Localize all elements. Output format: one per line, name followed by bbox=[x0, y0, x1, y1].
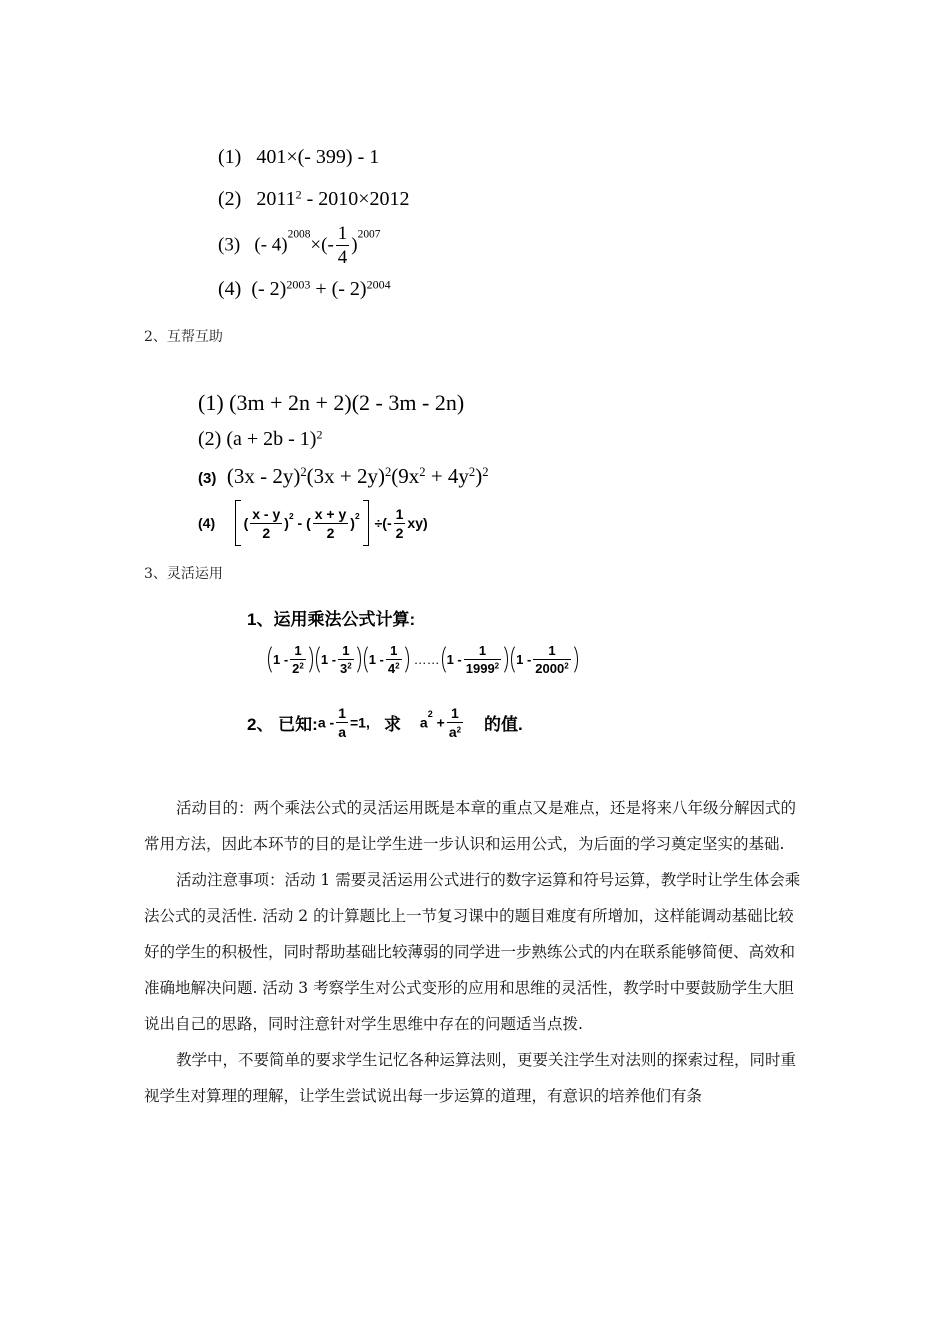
task-2-ask: 求 bbox=[384, 715, 402, 734]
problem-expression: (3m + 2n + 2)(2 - 3m - 2n) bbox=[229, 390, 465, 415]
fraction-one-over-a-squared bbox=[447, 706, 463, 739]
exponent: 2 bbox=[494, 661, 500, 671]
fraction-denominator: 2 bbox=[262, 524, 271, 541]
exponent: 2 bbox=[482, 465, 489, 480]
fraction-x-minus-y bbox=[250, 507, 282, 540]
denominator-base: 1999 bbox=[465, 661, 495, 676]
factor-3-mid: + 4y bbox=[425, 464, 469, 488]
body-text bbox=[144, 790, 808, 1114]
ellipsis: …… bbox=[413, 652, 440, 667]
exponent: 2 bbox=[300, 465, 307, 480]
right-bracket bbox=[363, 500, 369, 546]
fraction-numerator: 1 bbox=[447, 706, 463, 723]
fraction-one-half bbox=[394, 507, 406, 540]
problem-tail: xy) bbox=[407, 515, 428, 531]
minus-sign: - bbox=[293, 515, 307, 531]
exponent: 2 bbox=[384, 465, 392, 480]
variable-a: a bbox=[419, 714, 428, 731]
factor-one-minus: 1 - bbox=[320, 652, 337, 667]
denominator-base: 2 bbox=[292, 661, 300, 676]
factor-one-minus: 1 - bbox=[446, 652, 462, 667]
problem-label: (1) bbox=[198, 390, 224, 415]
fraction-numerator: 1 bbox=[395, 505, 404, 522]
product-factor bbox=[442, 643, 509, 676]
exponent: 2003 bbox=[286, 277, 311, 292]
fraction-numerator: 1 bbox=[338, 705, 346, 721]
task-1-title: 1、运用乘法公式计算: bbox=[247, 610, 416, 629]
fraction bbox=[464, 644, 501, 675]
problem-2-4: (4) ( $\frac{x - y}{2}$ )$^2$ - ( $\frac{x + y}{2}$ )$^2$ ÷(- $\frac{1}{2}$ xy) bbox=[198, 500, 428, 546]
close-paren: ) bbox=[351, 234, 358, 256]
fraction-denominator bbox=[338, 660, 354, 675]
exponent: 2 bbox=[564, 661, 569, 671]
fraction-denominator: 2 bbox=[326, 524, 335, 541]
fraction-denominator: 2 bbox=[395, 524, 404, 541]
fraction bbox=[386, 644, 402, 675]
exponent: 2 bbox=[419, 465, 426, 480]
product-factor bbox=[268, 643, 313, 676]
exponent: 2 bbox=[468, 465, 476, 480]
fraction-x-plus-y bbox=[313, 507, 349, 540]
fraction-denominator bbox=[447, 723, 463, 739]
section-3-heading: 3、灵活运用 bbox=[144, 566, 223, 582]
problem-2-2 bbox=[198, 428, 322, 451]
exponent: 2 bbox=[316, 427, 323, 442]
fraction-numerator: 1 bbox=[290, 644, 306, 660]
fraction bbox=[533, 644, 570, 675]
fraction-denominator bbox=[386, 660, 402, 675]
problem-label: (4) bbox=[198, 515, 216, 531]
problem-1-3 bbox=[218, 224, 380, 267]
task-2-suffix: 的值. bbox=[483, 715, 523, 734]
problem-label: (4) bbox=[218, 278, 242, 300]
task-1-product bbox=[268, 643, 581, 676]
exponent: 2004 bbox=[366, 277, 391, 292]
exponent: 2 bbox=[347, 661, 352, 671]
paragraph-activity-notes: 活动注意事项：活动 1 需要灵活运用公式进行的数字运算和符号运算，教学时让学生体会乘法公式的灵活性. 活动 2 的计算题比上一节复习课中的题目难度有所增加，这样能调动基础比较好的学生的积极性，同时帮助基础比较薄弱的同学进一步熟练公式的内在联系能够简便、高效和准确地解决问题. 活动 3 考察学生对公式变形的应用和思维的灵活性，教学时中要鼓励学生大胆说出自己的思路，同时注意针对学生思维中存在的问题适当点拨. bbox=[144, 871, 801, 1033]
fraction bbox=[290, 644, 306, 675]
problem-base: (- 2) bbox=[251, 278, 287, 300]
problem-expression: - 2010×2012 bbox=[301, 188, 410, 210]
variable-a: a - bbox=[317, 714, 335, 731]
problem-2-1 bbox=[198, 390, 464, 416]
fraction-numerator: 1 bbox=[386, 644, 402, 660]
problem-base: 2011 bbox=[256, 188, 296, 210]
fraction-numerator: x - y bbox=[252, 505, 281, 522]
exponent: 2007 bbox=[357, 228, 381, 241]
denominator-base: 4 bbox=[387, 661, 396, 676]
task-2-prefix: 2、 已知: bbox=[247, 715, 318, 734]
factor-1: (3x - 2y) bbox=[226, 464, 301, 488]
exponent: 2 bbox=[395, 661, 400, 671]
product-factor bbox=[511, 643, 578, 676]
factor-3-end: ) bbox=[475, 464, 483, 488]
fraction-denominator: 4 bbox=[337, 247, 348, 268]
denominator-base: 2000 bbox=[535, 661, 565, 676]
fraction-numerator: 1 bbox=[464, 644, 501, 660]
factor-one-minus: 1 - bbox=[368, 652, 384, 667]
divide-sign: ÷(- bbox=[374, 515, 392, 531]
denominator-base: 3 bbox=[340, 661, 348, 676]
left-bracket bbox=[235, 500, 241, 546]
problem-base: (- 4) bbox=[254, 234, 288, 256]
paragraph-activity-purpose: 活动目的：两个乘法公式的灵活运用既是本章的重点又是难点，还是将来八年级分解因式的常用方法，因此本环节的目的是让学生进一步认识和运用公式，为后面的学习奠定坚实的基础. bbox=[144, 799, 797, 853]
problem-operator: ×(- bbox=[310, 234, 334, 256]
paragraph-teaching: 教学中，不要简单的要求学生记忆各种运算法则，更要关注学生对法则的探索过程，同时重视学生对算理的理解，让学生尝试说出每一步运算的道理，有意识的培养他们有条 bbox=[144, 1051, 797, 1105]
fraction bbox=[338, 644, 354, 675]
problem-expression: (a + 2b - 1) bbox=[226, 428, 317, 450]
problem-label: (3) bbox=[218, 234, 241, 256]
equals-one: =1, bbox=[349, 714, 370, 731]
fraction-denominator: a bbox=[338, 724, 346, 740]
problem-label: (2) bbox=[198, 428, 222, 450]
exponent: 2 bbox=[427, 709, 433, 720]
fraction-numerator: 1 bbox=[338, 644, 354, 660]
product-factor bbox=[316, 643, 361, 676]
problem-expression: 401×(- 399) - 1 bbox=[256, 146, 380, 168]
exponent: 2 bbox=[288, 511, 294, 522]
exponent: 2 bbox=[456, 725, 462, 735]
fraction-denominator bbox=[464, 660, 501, 675]
factor-3-start: (9x bbox=[391, 464, 420, 488]
fraction-numerator: 1 bbox=[533, 644, 570, 660]
problem-label: (3) bbox=[198, 470, 217, 487]
factor-2: (3x + 2y) bbox=[306, 464, 385, 488]
problem-1-1 bbox=[218, 146, 379, 169]
factor-one-minus: 1 - bbox=[273, 652, 289, 667]
section-2-heading: 2、互帮互助 bbox=[144, 329, 223, 345]
fraction-numerator: 1 bbox=[337, 223, 348, 244]
problem-label: (2) bbox=[218, 188, 242, 210]
fraction-denominator bbox=[290, 660, 306, 675]
task-2 bbox=[247, 706, 523, 739]
problem-2-3 bbox=[198, 464, 489, 489]
problem-label: (1) bbox=[218, 146, 242, 168]
fraction bbox=[336, 224, 350, 267]
product-factor bbox=[364, 643, 409, 676]
fraction-numerator: x + y bbox=[314, 505, 347, 522]
factor-one-minus: 1 - bbox=[516, 652, 532, 667]
problem-1-4 bbox=[218, 278, 391, 301]
exponent: 2 bbox=[295, 187, 302, 202]
exponent: 2008 bbox=[287, 228, 311, 241]
fraction-one-over-a bbox=[336, 706, 348, 739]
exponent: 2 bbox=[354, 511, 360, 522]
fraction-denominator bbox=[533, 660, 570, 675]
denominator-base: a bbox=[448, 724, 457, 740]
problem-1-2 bbox=[218, 188, 410, 211]
exponent: 2 bbox=[299, 661, 304, 671]
plus-sign: + bbox=[432, 714, 445, 731]
problem-operator: + (- 2) bbox=[310, 278, 367, 300]
